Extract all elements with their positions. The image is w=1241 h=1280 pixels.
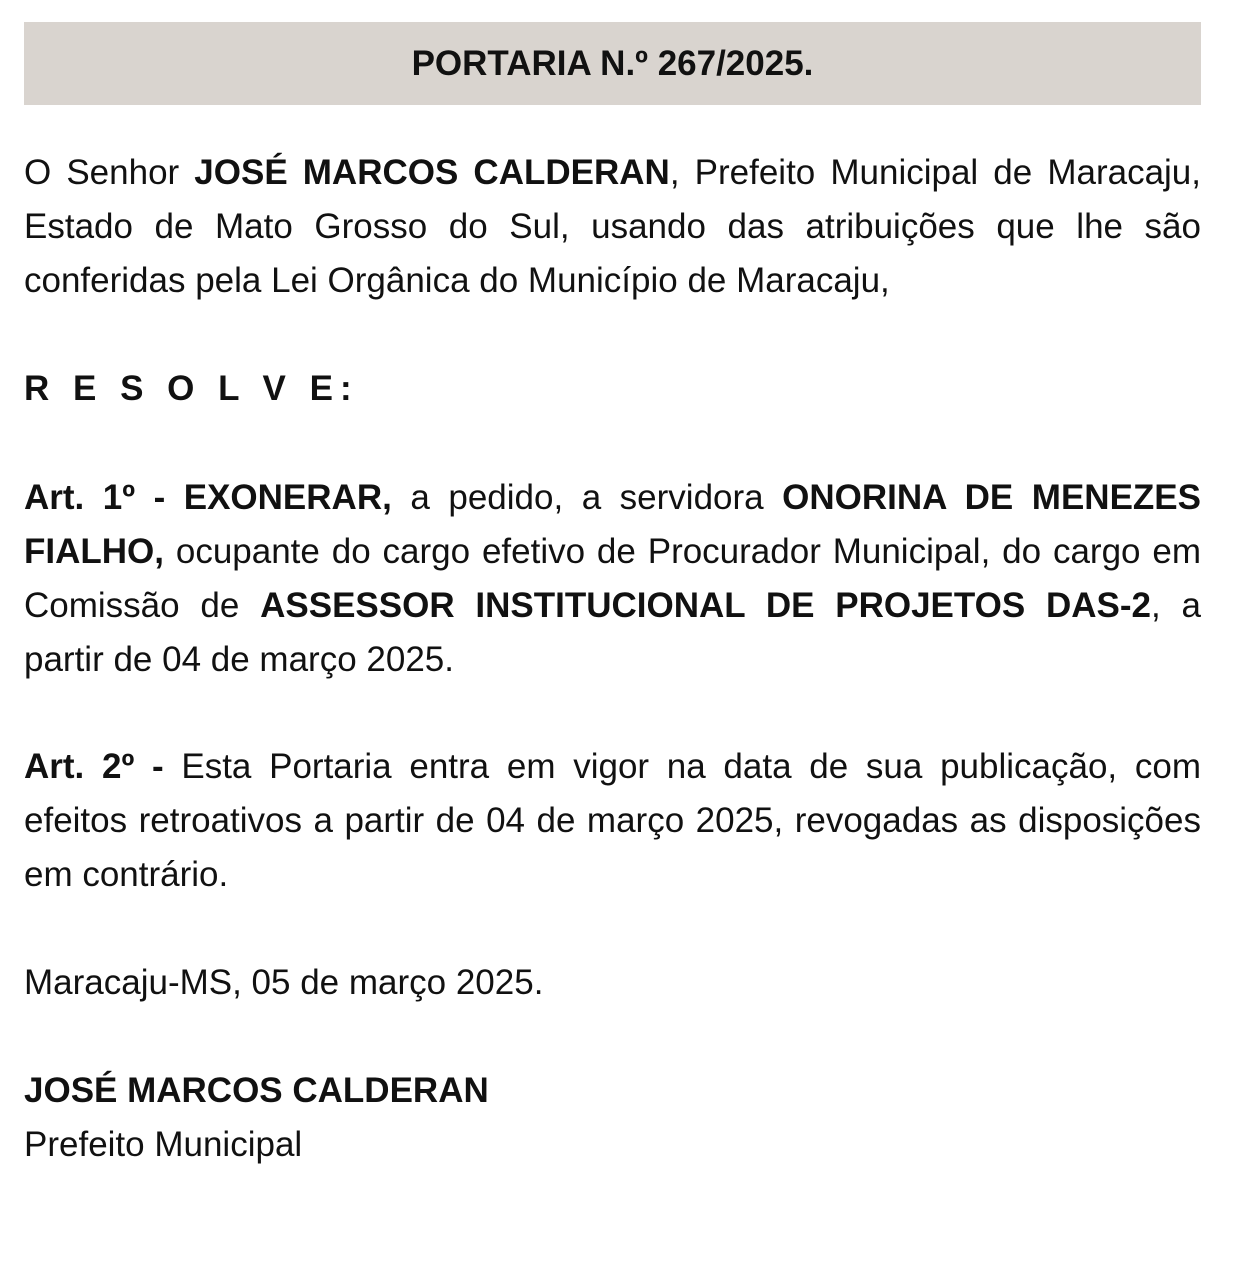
article-1-text: a pedido, a servidora (391, 478, 783, 517)
article-1 (24, 471, 1201, 687)
article-2 (24, 740, 1201, 902)
intro-text: , Prefeito Municipal de Maracaju, Estado de Mato Grosso do Sul, usando das atribuições que lhe são conferidas pela Lei Orgânica do Município de Maracaju, (24, 153, 1201, 300)
portaria-document (24, 22, 1201, 1172)
resolve-heading: R E S O L V E: (24, 369, 359, 408)
place-date: Maracaju-MS, 05 de março 2025. (24, 963, 544, 1002)
article-1-text-2: ocupante do cargo efetivo de Procurador Municipal, do cargo em Comissão de (24, 532, 1201, 625)
mayor-name: JOSÉ MARCOS CALDERAN (194, 153, 670, 192)
servant-name: ONORINA DE MENEZES FIALHO, (24, 478, 1201, 571)
title-bar (24, 22, 1201, 105)
article-2-text: Esta Portaria entra em vigor na data de sua publicação, com efeitos retroativos a partir de 04 de março 2025, revogadas as disposições em contrário. (24, 747, 1201, 894)
document-title: PORTARIA N.º 267/2025. (411, 43, 814, 83)
signer-role: Prefeito Municipal (24, 1125, 303, 1164)
article-2-label: Art. 2º - (24, 747, 164, 786)
article-1-text-3: , a partir de 04 de março 2025. (24, 586, 1201, 679)
intro-prefix: O Senhor (24, 153, 195, 192)
article-1-label: Art. 1º - EXONERAR, (24, 478, 392, 517)
signer-name: JOSÉ MARCOS CALDERAN (24, 1071, 489, 1110)
intro-paragraph (24, 146, 1201, 308)
position-name: ASSESSOR INSTITUCIONAL DE PROJETOS DAS-2 (260, 586, 1152, 625)
